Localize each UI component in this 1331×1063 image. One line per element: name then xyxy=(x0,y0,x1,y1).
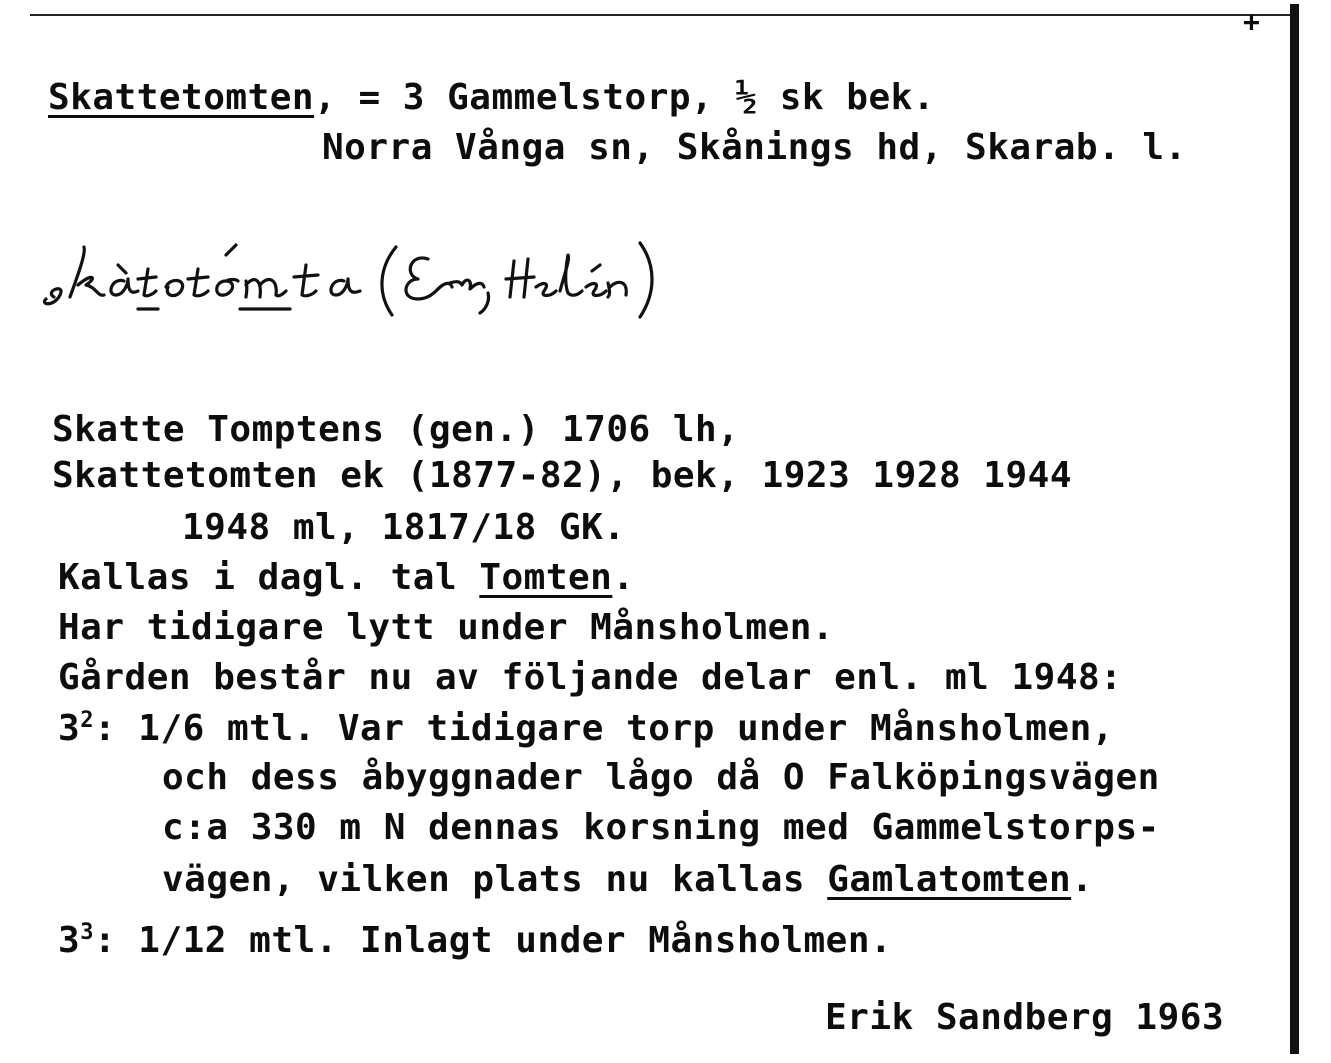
card-top-edge xyxy=(30,14,1290,16)
handwritten-pronunciation-note xyxy=(40,225,920,335)
heading-rest: , = 3 Gammelstorp, ½ sk bek. xyxy=(314,77,935,118)
body-text: . xyxy=(1071,859,1094,900)
body-line: 1948 ml, 1817/18 GK. xyxy=(182,507,626,548)
author-signature: Erik Sandberg 1963 xyxy=(825,997,1225,1038)
body-line: Har tidigare lytt under Månsholmen. xyxy=(58,607,835,648)
plus-mark: + xyxy=(1243,5,1260,38)
colloquial-name: Tomten xyxy=(479,557,613,598)
parcel-entry xyxy=(58,922,892,959)
body-line: Skatte Tomptens (gen.) 1706 lh, xyxy=(52,409,740,450)
place-name-title: Skattetomten xyxy=(48,77,315,118)
parcel-superscript: 2 xyxy=(80,708,94,733)
heading-line xyxy=(48,77,935,118)
parcel-entry xyxy=(58,710,1114,747)
body-text: vägen, vilken plats nu kallas xyxy=(162,859,828,900)
parcel-number: 3 xyxy=(58,708,81,749)
site-name: Gamlatomten xyxy=(827,859,1072,900)
body-line xyxy=(58,557,635,598)
body-line: Gården består nu av följande delar enl. ml 1948: xyxy=(58,657,1123,698)
location-line: Norra Vånga sn, Skånings hd, Skarab. l. xyxy=(322,127,1187,168)
body-line: c:a 330 m N dennas korsning med Gammelstorps- xyxy=(162,807,1160,848)
parcel-superscript: 3 xyxy=(80,920,94,945)
body-line: och dess åbyggnader lågo då O Falköpingsvägen xyxy=(162,757,1160,798)
card-right-edge xyxy=(1290,4,1299,1054)
parcel-number: 3 xyxy=(58,920,81,961)
parcel-text: : 1/12 mtl. Inlagt under Månsholmen. xyxy=(93,920,893,961)
parcel-text: : 1/6 mtl. Var tidigare torp under Månsholmen, xyxy=(93,708,1114,749)
body-line xyxy=(162,859,1094,900)
body-text: . xyxy=(612,557,635,598)
body-line: Skattetomten ek (1877-82), bek, 1923 1928 1944 xyxy=(52,455,1072,496)
body-text: Kallas i dagl. tal xyxy=(58,557,480,598)
